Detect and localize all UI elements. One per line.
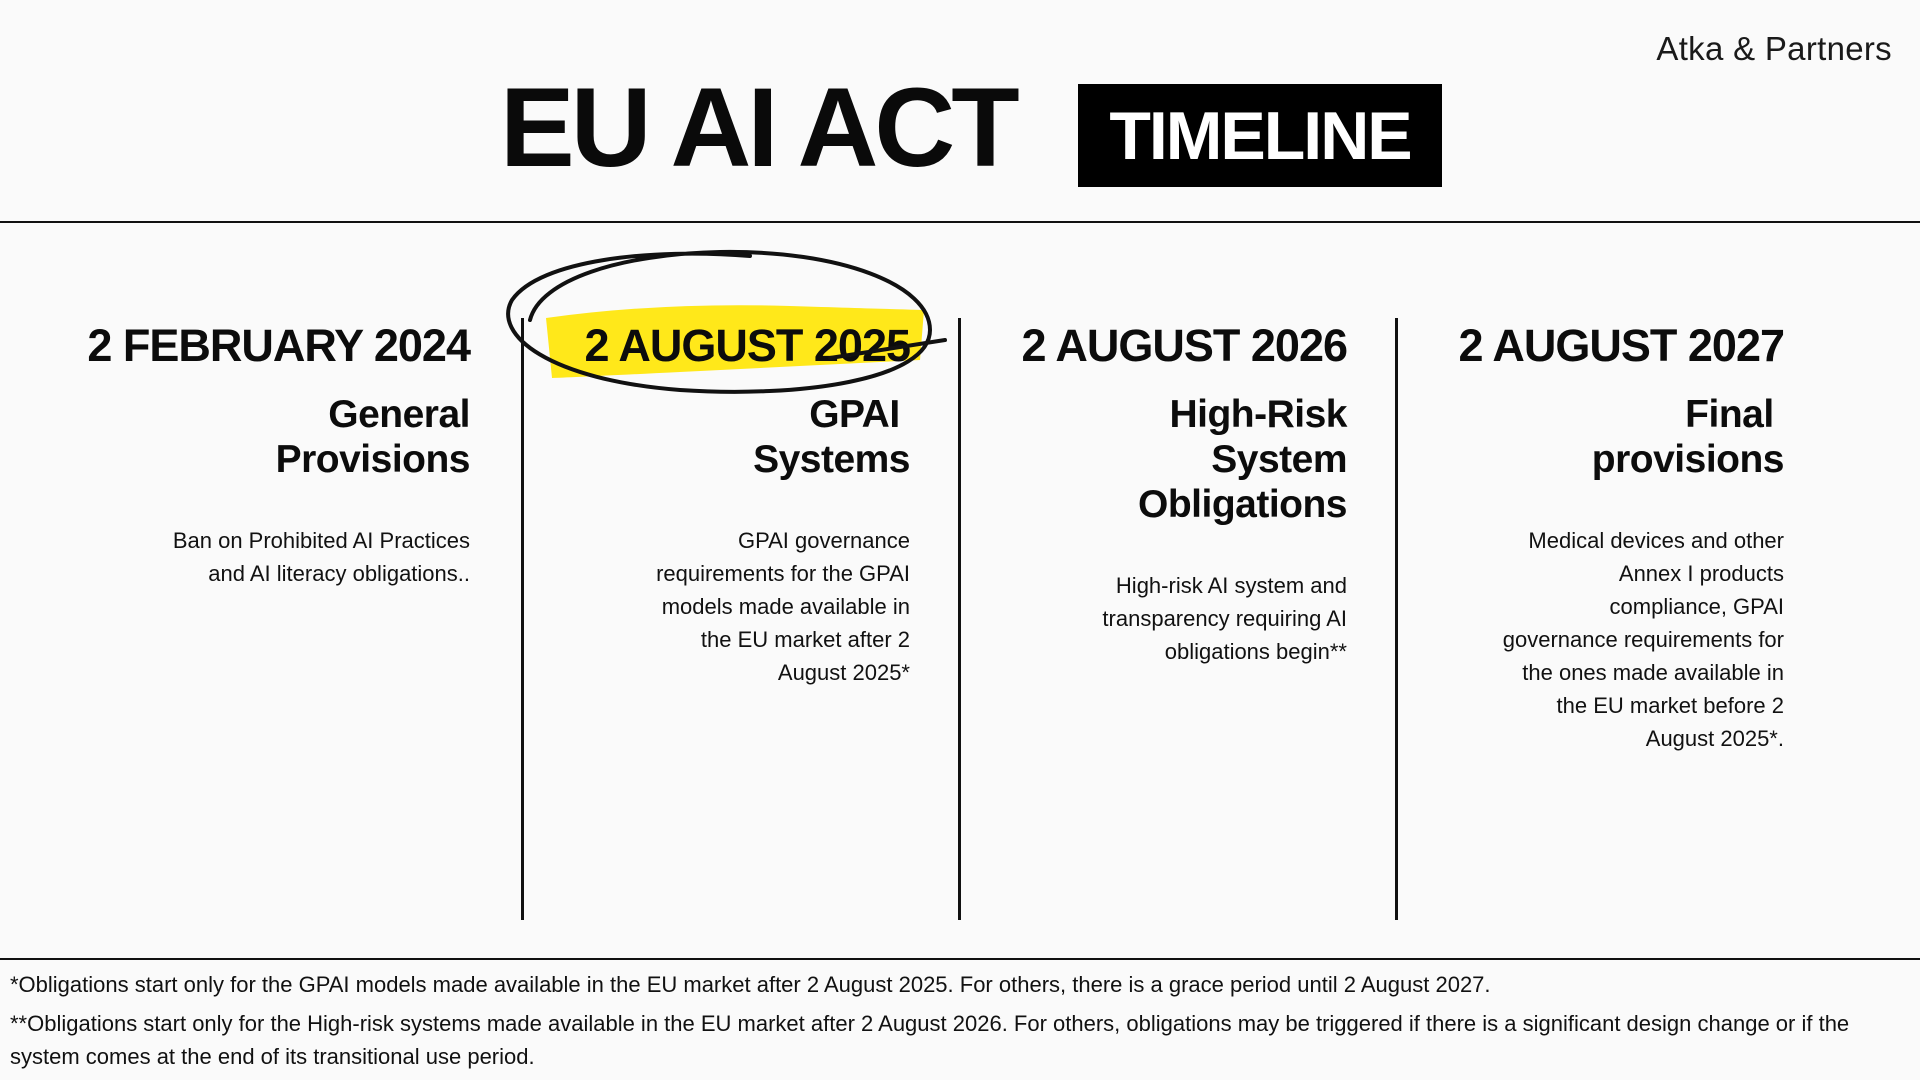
timeline-description: High-risk AI system and transparency requiring AI obligations begin** [1102, 573, 1347, 664]
timeline-item-2024 [50, 310, 470, 590]
footnote-high-risk: **Obligations start only for the High-risk systems made available in the EU market after 2 August 2026. For others, obligations may be triggered if there is a significant design change or if the system comes at the end of its transitional use period. [10, 1011, 1850, 1069]
timeline-description: Ban on Prohibited AI Practices and AI literacy obligations.. [172, 528, 470, 586]
timeline-item-2027 [1384, 310, 1784, 755]
timeline-heading: GPAI Systems [753, 393, 910, 481]
timeline-description: GPAI governance requirements for the GPAI models made available in the EU market after 2 August 2025* [656, 528, 910, 685]
timeline-date: 2 AUGUST 2027 [1458, 320, 1784, 371]
timeline-item-2025 [510, 310, 910, 689]
timeline-date: 2 FEBRUARY 2024 [87, 320, 470, 371]
footnotes [10, 968, 1910, 1079]
footer-divider [0, 958, 1920, 960]
page-title: EU AI ACT [500, 65, 1016, 190]
timeline-heading: General Provisions [275, 393, 470, 481]
brand-name: Atka & Partners [1656, 30, 1892, 67]
timeline-date: 2 AUGUST 2025 [584, 320, 910, 371]
footnote-gpai: *Obligations start only for the GPAI models made available in the EU market after 2 August 2025. For others, there is a grace period until 2 August 2027. [10, 972, 1491, 997]
timeline-item-2026 [947, 310, 1347, 668]
timeline-heading: Final provisions [1591, 393, 1784, 481]
timeline-date: 2 AUGUST 2026 [1021, 320, 1347, 371]
header-divider [0, 221, 1920, 223]
timeline-description: Medical devices and other Annex I products compliance, GPAI governance requirements for the ones made available in the EU market before 2 August 2025*. [1502, 528, 1784, 751]
title-badge: TIMELINE [1078, 84, 1442, 187]
timeline-heading: High-Risk System Obligations [1138, 393, 1347, 526]
